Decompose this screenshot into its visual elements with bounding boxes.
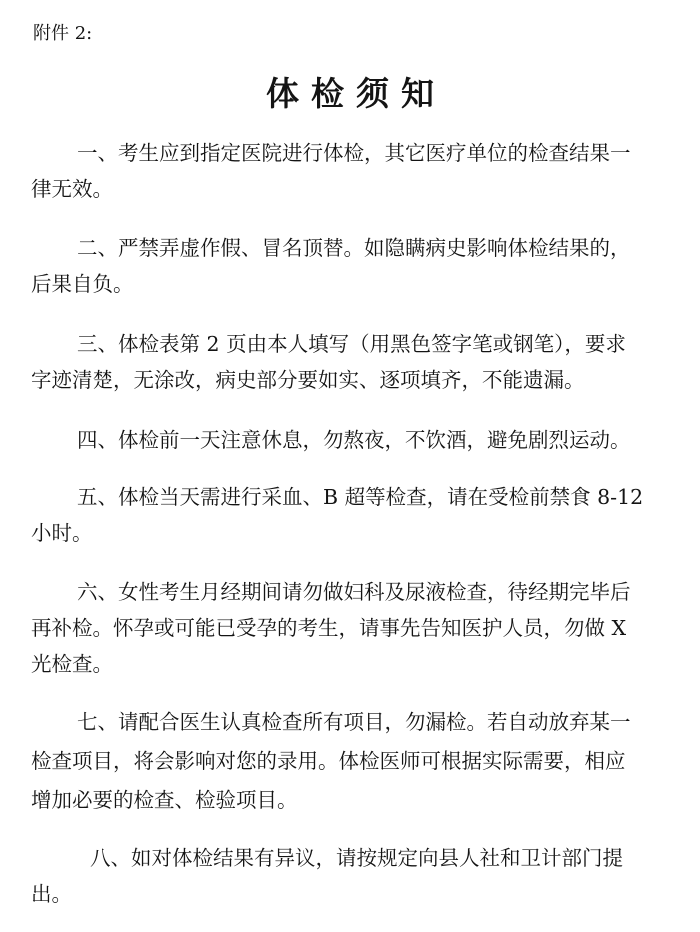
item-2-line-1: 二、严禁弄虚作假、冒名顶替。如隐瞒病史影响体检结果的， (77, 236, 631, 260)
item-8-line-1: 八、如对体检结果有异议，请按规定向县人社和卫计部门提 (90, 846, 623, 870)
item-7-line-3: 增加必要的检查、检验项目。 (31, 788, 298, 812)
item-2-line-2: 后果自负。 (31, 272, 134, 296)
item-1-line-1: 一、考生应到指定医院进行体检，其它医疗单位的检查结果一 (77, 141, 631, 165)
item-1-line-2: 律无效。 (31, 177, 113, 201)
item-5-line-1: 五、体检当天需进行采血、B 超等检查，请在受检前禁食 8-12 (77, 485, 644, 509)
item-4-line-1: 四、体检前一天注意休息，勿熬夜，不饮酒，避免剧烈运动。 (77, 428, 631, 452)
item-6-line-3: 光检查。 (31, 652, 113, 676)
item-6-line-1: 六、女性考生月经期间请勿做妇科及尿液检查，待经期完毕后 (77, 580, 631, 604)
item-7-line-2: 检查项目，将会影响对您的录用。体检医师可根据实际需要，相应 (31, 749, 626, 773)
item-6-line-2: 再补检。怀孕或可能已受孕的考生，请事先告知医护人员，勿做 X (31, 616, 627, 640)
item-7-line-1: 七、请配合医生认真检查所有项目，勿漏检。若自动放弃某一 (77, 710, 631, 734)
attachment-label: 附件 2: (33, 23, 93, 44)
item-3-line-1: 三、体检表第 2 页由本人填写（用黑色签字笔或钢笔），要求 (77, 332, 626, 356)
page-title: 体检须知 (266, 74, 446, 113)
item-8-line-2: 出。 (31, 882, 72, 906)
item-5-line-2: 小时。 (31, 521, 93, 545)
item-3-line-2: 字迹清楚，无涂改，病史部分要如实、逐项填齐，不能遗漏。 (31, 368, 585, 392)
